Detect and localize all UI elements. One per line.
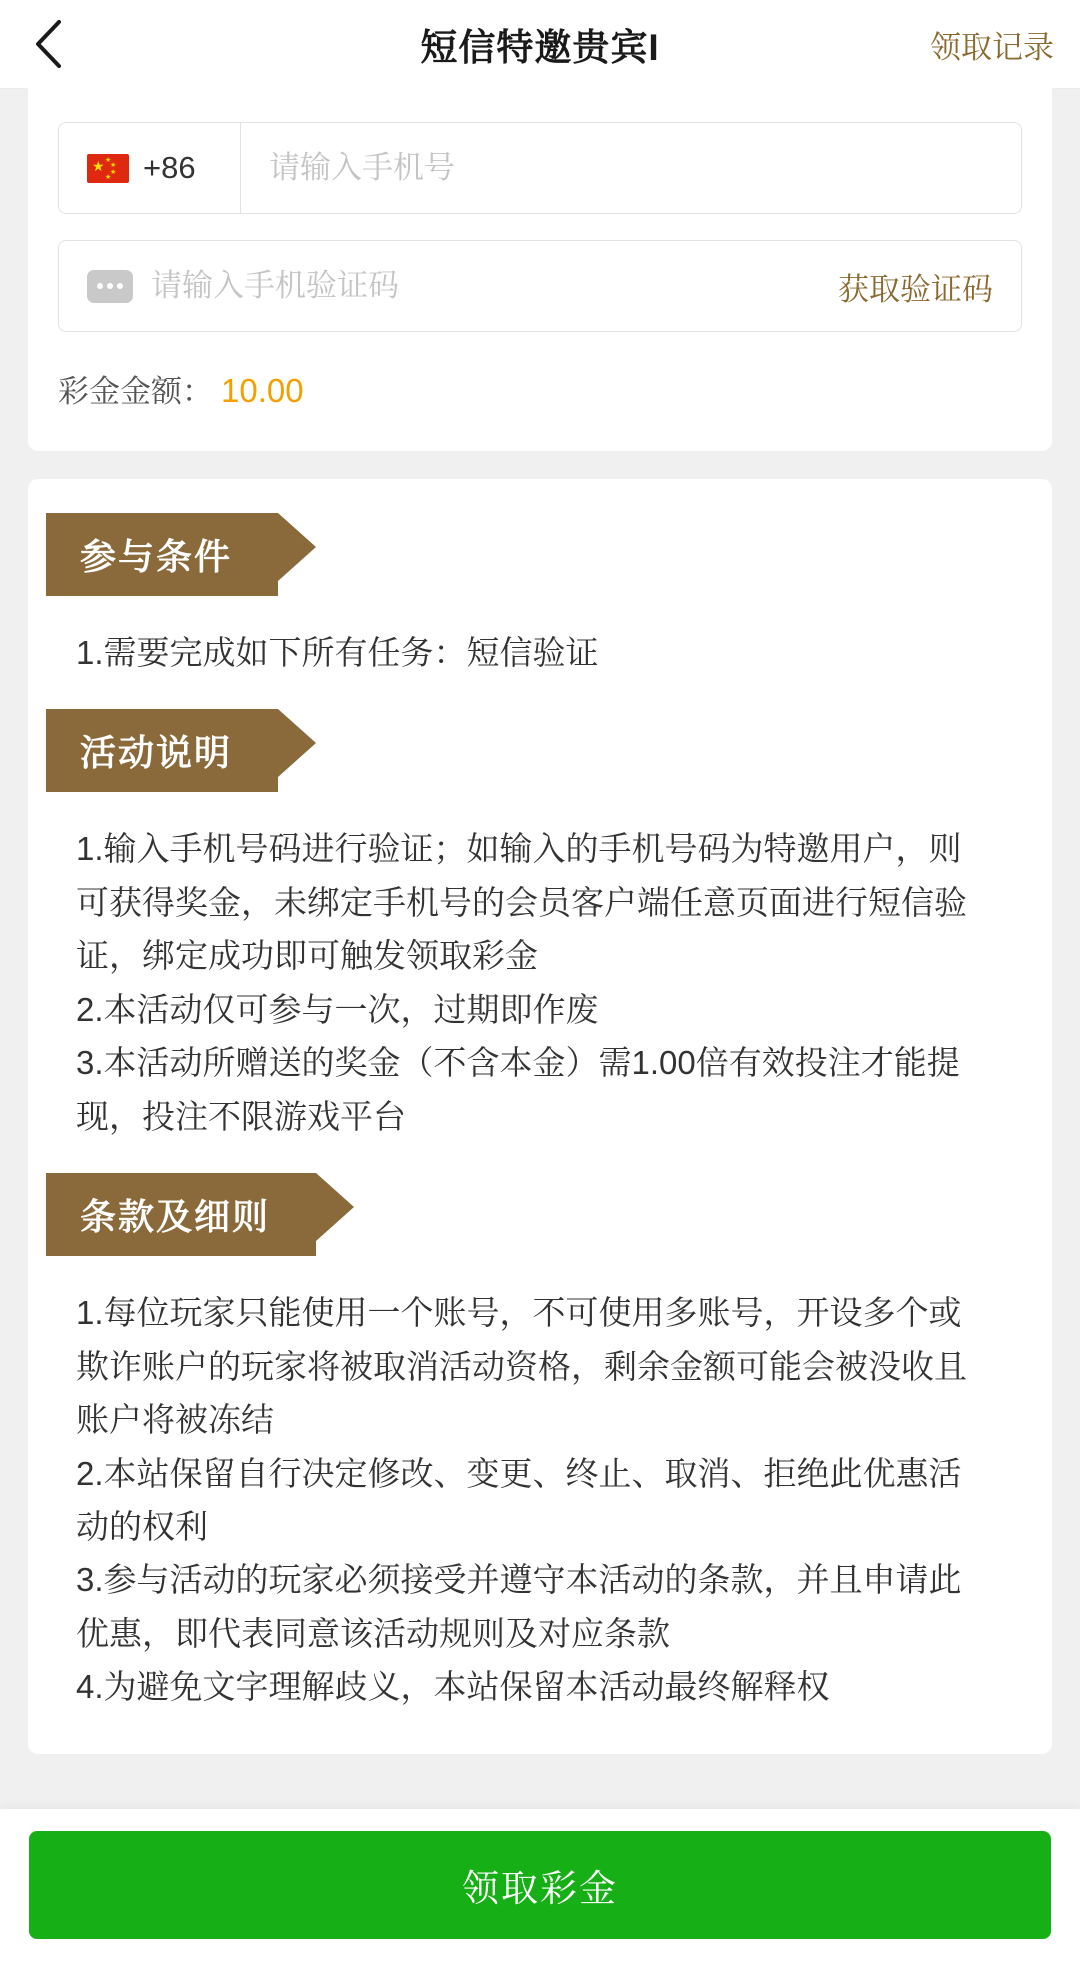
page-title: 短信特邀贵宾I bbox=[420, 27, 660, 68]
section-line: 4.为避免文字理解歧义，本站保留本活动最终解释权 bbox=[76, 1668, 830, 1706]
section-line: 1.输入手机号码进行验证；如输入的手机号码为特邀用户，则可获得奖金，未绑定手机号的会员客户端任意页面进行短信验证，绑定成功即可触发领取彩金 bbox=[76, 830, 967, 975]
activity-details-card bbox=[28, 479, 1052, 1754]
section-body-terms bbox=[28, 1286, 1022, 1714]
section-title-description: 活动说明 bbox=[46, 709, 278, 792]
back-button[interactable] bbox=[0, 0, 96, 88]
bonus-amount-row bbox=[58, 366, 1022, 411]
page-header bbox=[0, 0, 1080, 89]
section-line: 3.本活动所赠送的奖金（不含本金）需1.00倍有效投注才能提现，投注不限游戏平台 bbox=[76, 1044, 960, 1135]
country-code-selector[interactable] bbox=[59, 123, 241, 213]
claim-bonus-button[interactable]: 领取彩金 bbox=[29, 1831, 1051, 1939]
form-card bbox=[28, 88, 1052, 451]
sms-code-input[interactable] bbox=[133, 240, 838, 332]
china-flag-icon: ★ ★ ★ ★ ★ bbox=[87, 154, 129, 183]
section-line: 1.需要完成如下所有任务：短信验证 bbox=[76, 634, 599, 671]
claim-records-link[interactable]: 领取记录 bbox=[930, 29, 1054, 65]
section-title-terms: 条款及细则 bbox=[46, 1173, 316, 1256]
phone-input[interactable] bbox=[241, 122, 1021, 214]
chevron-left-icon bbox=[33, 18, 63, 70]
get-code-button[interactable]: 获取验证码 bbox=[838, 271, 993, 307]
bottom-action-bar bbox=[0, 1809, 1080, 1961]
bonus-amount-label: 彩金金额： bbox=[58, 374, 213, 409]
page-scroll-area[interactable] bbox=[0, 88, 1080, 1809]
country-code-label: +86 bbox=[143, 150, 196, 185]
section-line: 2.本活动仅可参与一次，过期即作废 bbox=[76, 990, 599, 1028]
section-line: 1.每位玩家只能使用一个账号，不可使用多账号，开设多个或欺诈账户的玩家将被取消活动资格，剩余金额可能会被没收且账户将被冻结 bbox=[76, 1294, 967, 1439]
section-line: 3.参与活动的玩家必须接受并遵守本活动的条款，并且申请此优惠，即代表同意该活动规则及对应条款 bbox=[76, 1561, 962, 1652]
section-line: 2.本站保留自行决定修改、变更、终止、取消、拒绝此优惠活动的权利 bbox=[76, 1454, 962, 1545]
sms-code-field-row[interactable] bbox=[58, 240, 1022, 332]
section-title-conditions: 参与条件 bbox=[46, 513, 278, 596]
phone-field-row[interactable] bbox=[58, 122, 1022, 214]
section-body-conditions bbox=[28, 626, 1022, 679]
section-body-description bbox=[28, 822, 1022, 1143]
bonus-amount-value: 10.00 bbox=[221, 372, 304, 409]
sms-code-icon bbox=[87, 270, 133, 303]
